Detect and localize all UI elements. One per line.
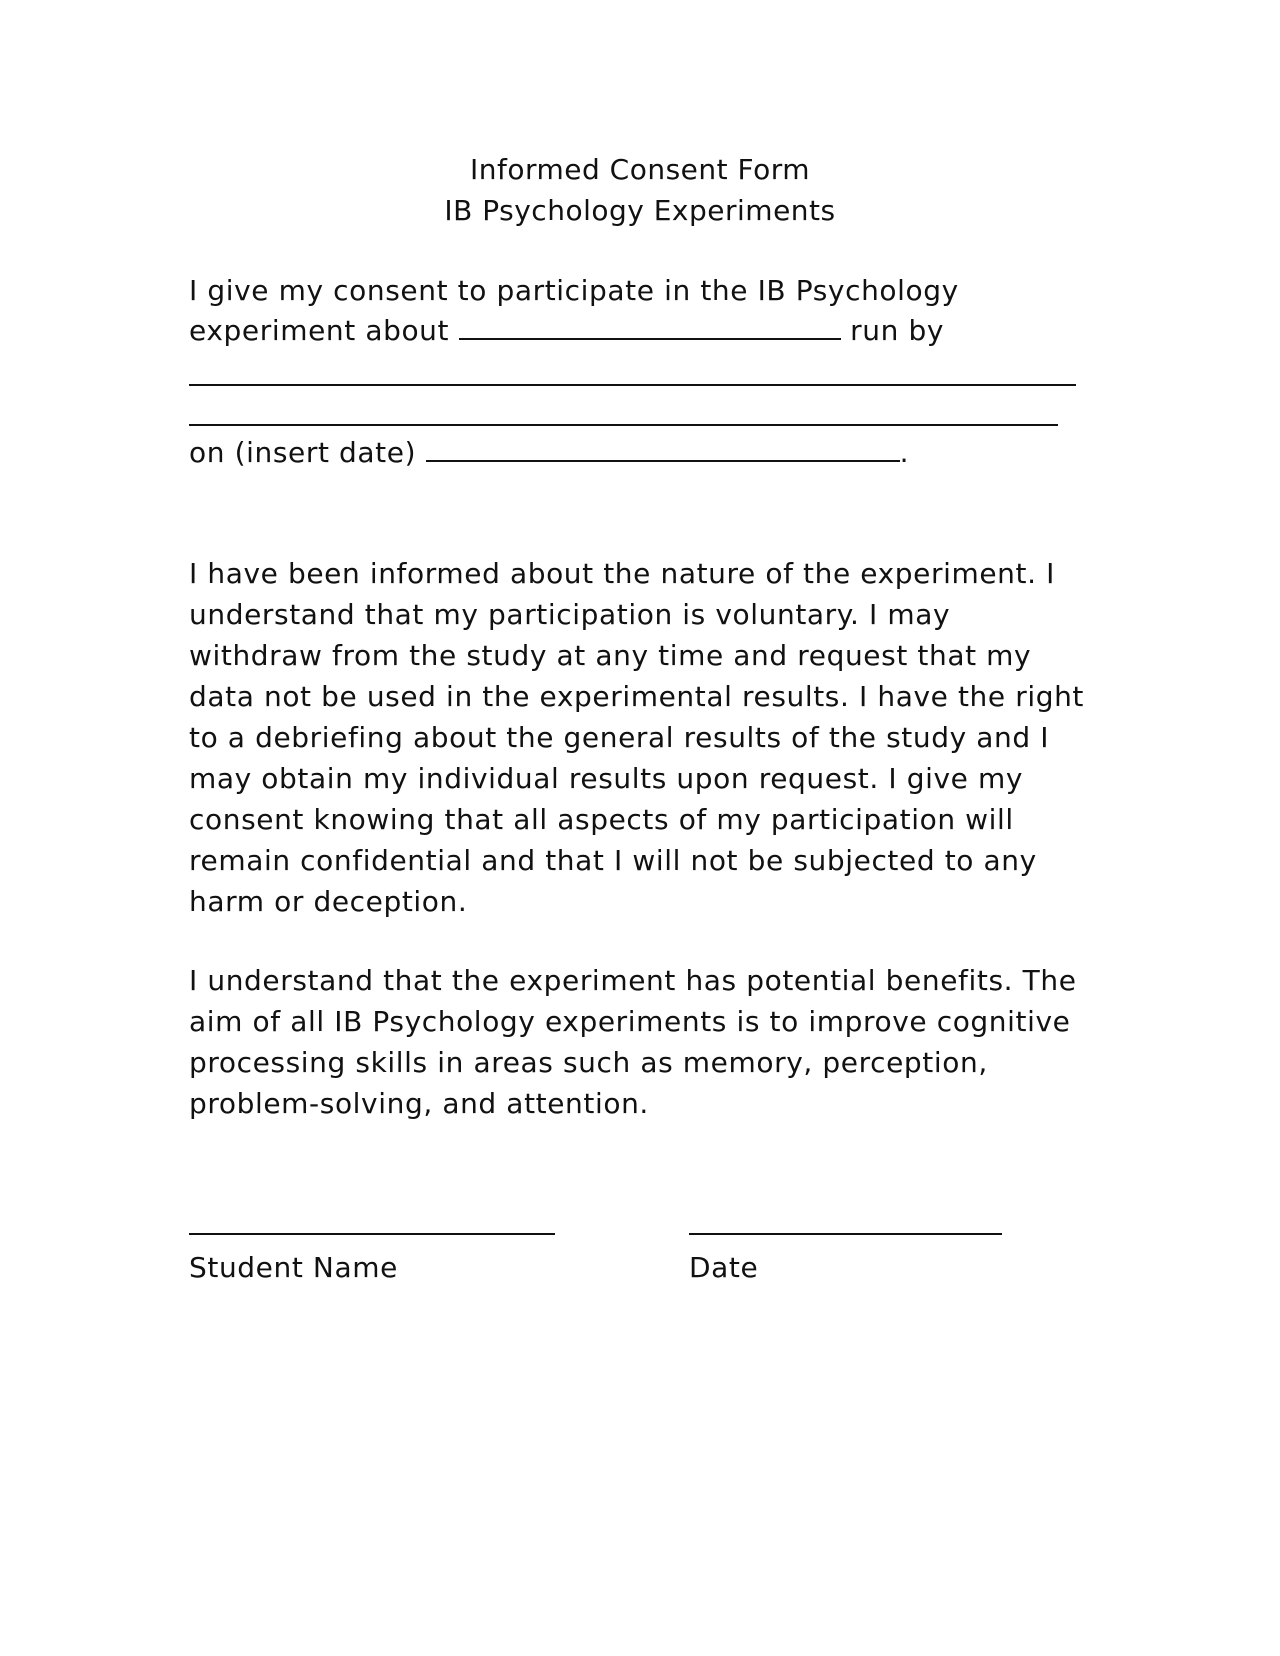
experiment-topic-blank[interactable]: [459, 316, 841, 340]
line-period: .: [899, 436, 910, 469]
run-by-blank-line-2[interactable]: [189, 424, 1058, 426]
student-name-line[interactable]: [189, 1233, 555, 1235]
rights-paragraph: I have been informed about the nature of the experiment. I understand that my participation is voluntary. I may withdraw from the study at any time and request that my data not be used in the experimental results. I have the right to a debriefing about the general results of the study and I may obtain my individual results upon request. I give my consent knowing that all aspects of my participation will remain confidential and that I will not be subjected to any harm or deception.: [189, 557, 1085, 918]
date-label: Date: [689, 1251, 759, 1284]
consent-line-2: [189, 310, 944, 351]
date-line[interactable]: [689, 1233, 1002, 1235]
student-name-label: Student Name: [189, 1251, 398, 1284]
consent-line-1: I give my consent to participate in the IB Psychology: [189, 274, 959, 307]
run-by-label: run by: [850, 314, 945, 347]
form-subtitle: IB Psychology Experiments: [444, 194, 836, 227]
run-by-blank-line-1[interactable]: [189, 384, 1076, 386]
form-title: Informed Consent Form: [469, 153, 811, 186]
benefits-paragraph: I understand that the experiment has potential benefits. The aim of all IB Psychology experiments is to improve cognitive processing skills in areas such as memory, perception, problem-solving, and attention.: [189, 964, 1077, 1120]
experiment-date-blank[interactable]: [426, 438, 900, 462]
consent-line-5: [189, 432, 909, 473]
experiment-about-label: experiment about: [189, 314, 450, 347]
insert-date-label: on (insert date): [189, 436, 417, 469]
